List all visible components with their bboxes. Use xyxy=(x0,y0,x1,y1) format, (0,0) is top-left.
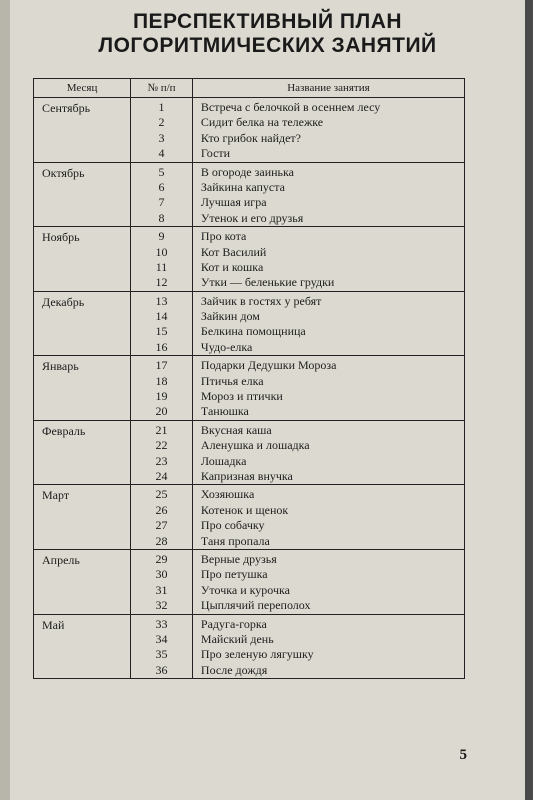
lesson-name: Хозяюшка xyxy=(200,487,255,502)
month-row xyxy=(34,420,465,485)
lesson-numbers-cell xyxy=(131,227,193,292)
lesson-name: Утки — беленькие грудки xyxy=(200,275,335,290)
lesson-number: 16 xyxy=(155,339,168,354)
lesson-numbers-cell xyxy=(131,549,193,614)
month-name: Январь xyxy=(34,356,131,421)
lesson-number: 7 xyxy=(158,195,165,210)
month-name: Март xyxy=(34,485,131,550)
lesson-numbers-cell xyxy=(131,356,193,421)
lesson-numbers-cell xyxy=(131,291,193,356)
lesson-name: Радуга-горка xyxy=(200,616,267,631)
lesson-number: 25 xyxy=(155,487,168,502)
lesson-numbers-cell xyxy=(131,614,193,679)
month-name: Ноябрь xyxy=(34,227,131,292)
adjacent-page-edge xyxy=(0,0,10,800)
lesson-name: Кто грибок найдет? xyxy=(200,130,302,145)
lesson-number: 34 xyxy=(155,631,168,646)
lesson-name: Про зеленую лягушку xyxy=(200,647,314,662)
lesson-number: 18 xyxy=(155,373,168,388)
lesson-number: 20 xyxy=(155,404,168,419)
page-title-line-1: ПЕРСПЕКТИВНЫЙ ПЛАН xyxy=(132,10,403,33)
lesson-number: 5 xyxy=(158,164,165,179)
lesson-name: Аленушка и лошадка xyxy=(200,438,310,453)
lesson-number: 10 xyxy=(155,244,168,259)
lesson-name: Зайкина капуста xyxy=(200,179,285,194)
lesson-name: Капризная внучка xyxy=(200,468,293,483)
lesson-number: 27 xyxy=(155,518,168,533)
lesson-name: Встреча с белочкой в осеннем лесу xyxy=(200,100,381,114)
lesson-names-cell xyxy=(192,420,464,485)
month-row xyxy=(34,356,465,421)
lesson-number: 17 xyxy=(155,358,168,373)
month-name: Октябрь xyxy=(34,162,131,227)
lesson-number: 29 xyxy=(155,551,168,566)
lesson-number: 26 xyxy=(155,502,168,517)
lesson-name: Утенок и его друзья xyxy=(200,210,304,225)
lesson-number: 28 xyxy=(155,533,168,548)
month-row xyxy=(34,549,465,614)
lesson-name: Белкина помощница xyxy=(200,324,306,339)
book-page xyxy=(10,0,525,800)
lesson-name: Про кота xyxy=(200,229,247,244)
lesson-number: 21 xyxy=(155,422,168,437)
lesson-names-cell xyxy=(192,356,464,421)
lesson-name: Танюшка xyxy=(200,404,249,419)
lesson-name: Котенок и щенок xyxy=(200,502,289,517)
month-row xyxy=(34,162,465,227)
lesson-name: Цыплячий переполох xyxy=(200,598,311,613)
lesson-number: 19 xyxy=(155,389,168,404)
month-name: Сентябрь xyxy=(34,98,131,163)
lesson-numbers-cell xyxy=(131,162,193,227)
lesson-number: 2 xyxy=(158,115,165,130)
lesson-number: 35 xyxy=(155,647,168,662)
month-name: Апрель xyxy=(34,549,131,614)
lesson-name: В огороде заинька xyxy=(200,164,294,179)
lesson-number: 32 xyxy=(155,598,168,613)
lesson-names-cell xyxy=(192,162,464,227)
lesson-name: Про собачку xyxy=(200,518,265,533)
lesson-name: Птичья елка xyxy=(200,373,264,388)
lesson-number: 11 xyxy=(155,259,168,274)
lesson-name: Кот и кошка xyxy=(200,259,264,274)
month-name: Май xyxy=(34,614,131,679)
lesson-number: 22 xyxy=(155,438,168,453)
lesson-number: 3 xyxy=(158,130,165,145)
lesson-number: 9 xyxy=(158,229,165,244)
month-row xyxy=(34,614,465,679)
month-row xyxy=(34,291,465,356)
lesson-names-cell xyxy=(192,291,464,356)
table-header-row xyxy=(34,79,465,98)
lesson-name: Про петушка xyxy=(200,567,268,582)
lesson-name: Таня пропала xyxy=(200,533,270,548)
header-lesson-name: Название занятия xyxy=(192,79,464,98)
lesson-name: Зайкин дом xyxy=(200,309,260,324)
lesson-number: 23 xyxy=(155,453,168,468)
lesson-name: Зайчик в гостях у ребят xyxy=(200,293,322,308)
lesson-name: Верные друзья xyxy=(200,551,277,566)
lesson-number: 31 xyxy=(155,582,168,597)
lesson-name: Кот Василий xyxy=(200,244,267,259)
month-name: Декабрь xyxy=(34,291,131,356)
lesson-number: 15 xyxy=(155,324,168,339)
lesson-number: 13 xyxy=(155,293,168,308)
lesson-name: Лучшая игра xyxy=(200,195,267,210)
lesson-plan-table xyxy=(33,78,465,679)
lesson-name: Вкусная каша xyxy=(200,422,272,437)
lesson-numbers-cell xyxy=(131,485,193,550)
lesson-number: 30 xyxy=(155,567,168,582)
lesson-name: Лошадка xyxy=(200,453,247,468)
table-body xyxy=(34,98,465,679)
header-month: Месяц xyxy=(34,79,131,98)
lesson-name: После дождя xyxy=(200,662,268,677)
lesson-number: 24 xyxy=(155,468,168,483)
lesson-name: Чудо-елка xyxy=(200,339,253,354)
month-row xyxy=(34,98,465,163)
month-row xyxy=(34,227,465,292)
lesson-name: Гости xyxy=(200,146,231,161)
header-number: № п/п xyxy=(131,79,193,98)
lesson-numbers-cell xyxy=(131,420,193,485)
lesson-name: Мороз и птички xyxy=(200,389,283,404)
page-title-line-2: ЛОГОРИТМИЧЕСКИХ ЗАНЯТИЙ xyxy=(98,34,437,57)
lesson-name: Майский день xyxy=(200,631,274,646)
page-number: 5 xyxy=(459,747,467,763)
month-name: Февраль xyxy=(34,420,131,485)
lesson-names-cell xyxy=(192,614,464,679)
lesson-names-cell xyxy=(192,485,464,550)
lesson-number: 33 xyxy=(155,616,168,631)
lesson-number: 4 xyxy=(158,146,165,161)
lesson-number: 36 xyxy=(155,662,168,677)
lesson-number: 1 xyxy=(158,100,165,114)
lesson-numbers-cell xyxy=(131,98,193,163)
lesson-name: Сидит белка на тележке xyxy=(200,115,324,130)
month-row xyxy=(34,485,465,550)
lesson-number: 14 xyxy=(155,309,168,324)
lesson-name: Уточка и курочка xyxy=(200,582,290,597)
lesson-name: Подарки Дедушки Мороза xyxy=(200,358,337,373)
lesson-names-cell xyxy=(192,98,464,163)
lesson-names-cell xyxy=(192,549,464,614)
lesson-number: 12 xyxy=(155,275,168,290)
lesson-names-cell xyxy=(192,227,464,292)
lesson-number: 6 xyxy=(158,179,165,194)
lesson-number: 8 xyxy=(158,210,165,225)
